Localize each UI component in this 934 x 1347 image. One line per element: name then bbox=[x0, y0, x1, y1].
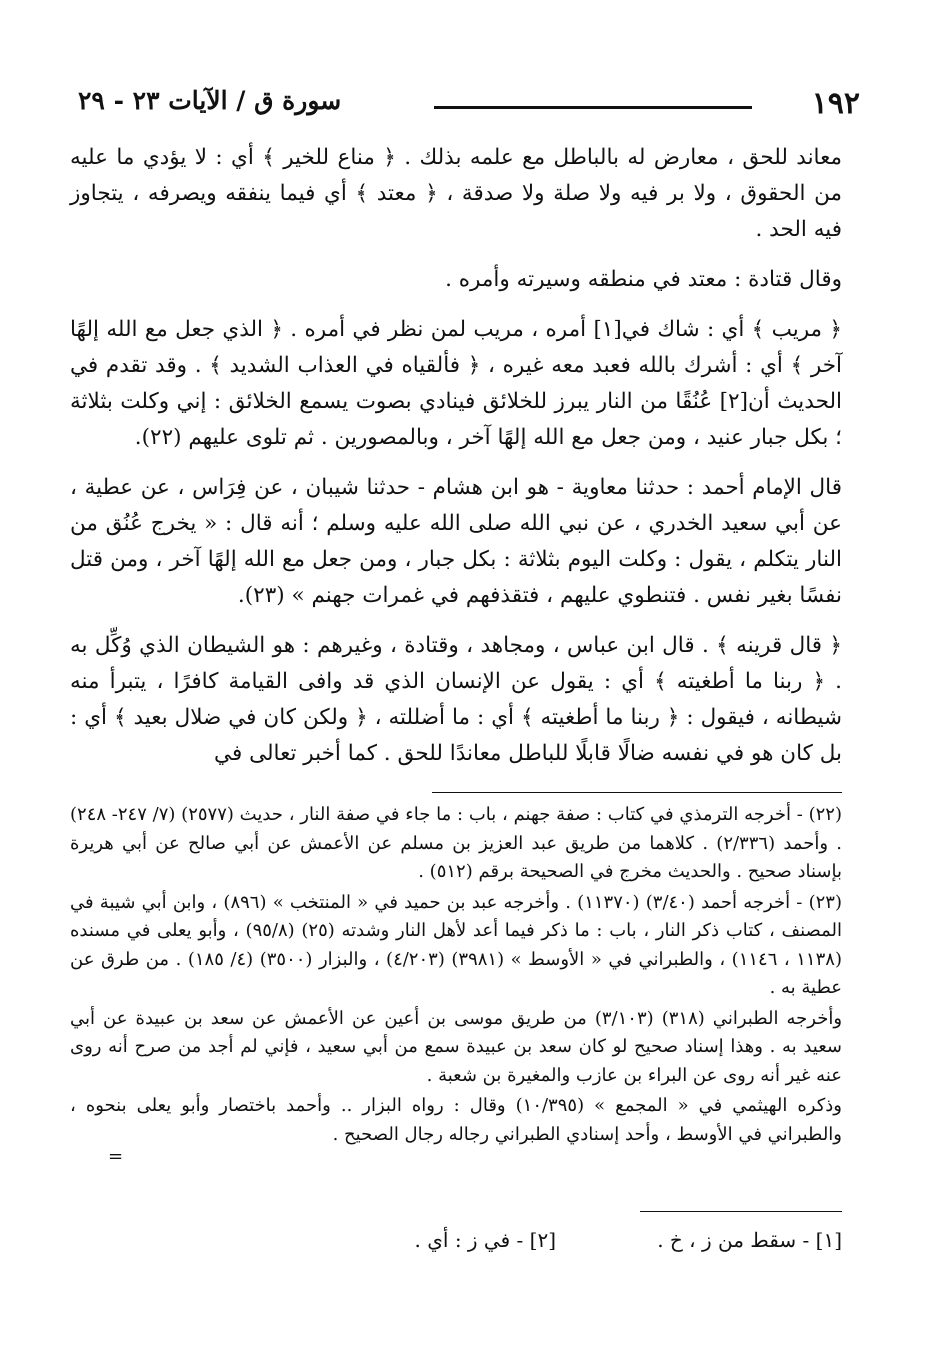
paragraph: ﴿ مريب ﴾ أي : شاك في[١] أمره ، مريب لمن نظر في أمره . ﴿ الذي جعل مع الله إلهًا آخر ﴾ أي : أشرك بالله فعبد معه غيره ، ﴿ فألقياه في العذاب الشديد ﴾ . وقد تقدم في الحديث أن[٢] عُنُقًا من النار يبرز للخلائق فينادي بصوت يسمع الخلائق : إني وكلت بثلاثة ؛ بكل جبار عنيد ، ومن جعل مع الله إلهًا آخر ، وبالمصورين . ثم تلوى عليهم (٢٢). bbox=[70, 317, 843, 450]
footnote: وذكره الهيثمي في « المجمع » (١٠/٣٩٥) وقال : رواه البزار .. وأحمد باختصار وأبو يعلى بنحوه ، والطبراني في الأوسط ، وأحد إسنادي الطبراني رجاله رجال الصحيح . bbox=[70, 1095, 842, 1145]
paragraph: ﴿ قال قرينه ﴾ . قال ابن عباس ، ومجاهد ، وقتادة ، وغيرهم : هو الشيطان الذي وُكِّل به . ﴿ ربنا ما أطغيته ﴾ أي : يقول عن الإنسان الذي قد وافى القيامة كافرًا ، يتبرأ منه شيطانه ، فيقول : ﴿ ربنا ما أطغيته ﴾ أي : ما أضللته ، ﴿ ولكن كان في ضلال بعيد ﴾ أي : بل كان هو في نفسه ضالًا قابلًا للباطل معاندًا للحق . كما أخبر تعالى في bbox=[70, 633, 842, 766]
footnote-rule bbox=[432, 792, 842, 793]
paragraph: قال الإمام أحمد : حدثنا معاوية - هو ابن هشام - حدثنا شيبان ، عن فِرَاس ، عن عطية ، عن أبي سعيد الخدري ، عن نبي الله صلى الله عليه وسلم ؛ أنه قال : « يخرج عُنُق من النار يتكلم ، يقول : وكلت اليوم بثلاثة : بكل جبار ، ومن جعل مع الله إلهًا آخر ، ومن قتل نفسًا بغير نفس . فتنطوي عليهم ، فتقذفهم في غمرات جهنم » (٢٣). bbox=[70, 475, 842, 608]
paragraph: معاند للحق ، معارض له بالباطل مع علمه بذلك . ﴿ مناع للخير ﴾ أي : لا يؤدي ما عليه من الحقوق ، ولا بر فيه ولا صلة ولا صدقة ، ﴿ معتد ﴾ أي فيما ينفقه ويصرفه ، يتجاوز فيه الحد . bbox=[70, 145, 842, 242]
footnote: (٢٣) - أخرجه أحمد (٣/٤٠) (١١٣٧٠) . وأخرجه عبد بن حميد في « المنتخب » (٨٩٦) ، وابن أبي شيبة في المصنف ، كتاب ذكر النار ، باب : ما ذكر فيما أعد لأهل النار وشدته (٢٥) (٩٥/٨) ، وأبو يعلى في مسنده (١١٣٨ ، ١١٤٦) ، والطبراني في « الأوسط » (٣٩٨١) (٤/٢٠٣) ، والبزار (٣٥٠٠) (٤/ ١٨٥) . من طرق عن عطية به . bbox=[70, 891, 843, 998]
page-header bbox=[60, 82, 860, 122]
variant-note-1: [١] - سقط من ز ، خ . bbox=[657, 1228, 842, 1252]
footnote: وأخرجه الطبراني (٣١٨) (٣/١٠٣) من طريق موسى بن أعين عن الأعمش عن سعد بن عبيدة عن أبي سعيد به . وهذا إسناد صحيح لو كان سعد بن عبيدة سمع من أبي سعيد ، فإني لم أجد من صرح أنه روى عنه غير أنه روى عن البراء بن عازب والمغيرة بن شعبة . bbox=[70, 1007, 843, 1086]
page-number: ١٩٢ bbox=[811, 86, 860, 121]
footnotes bbox=[70, 801, 842, 1167]
bottom-rule bbox=[640, 1211, 842, 1212]
main-text bbox=[70, 140, 842, 786]
header-rule bbox=[434, 106, 752, 109]
continuation-mark: = bbox=[108, 1146, 124, 1167]
variant-note-2: [٢] - في ز : أي . bbox=[414, 1228, 556, 1252]
surah-title: سورة ق / الآيات ٢٣ - ٢٩ bbox=[78, 86, 342, 115]
paragraph: وقال قتادة : معتد في منطقه وسيرته وأمره . bbox=[445, 267, 842, 292]
footnote: (٢٢) - أخرجه الترمذي في كتاب : صفة جهنم ، باب : ما جاء في صفة النار ، حديث (٢٥٧٧) (٧/ ٢٤٧- ٢٤٨) . وأحمد (٢/٣٣٦) . كلاهما من طريق عبد العزيز بن مسلم عن الأعمش عن أبي صالح عن أبي هريرة بإسناد صحيح . والحديث مخرج في الصحيحة برقم (٥١٢) . bbox=[70, 804, 842, 882]
